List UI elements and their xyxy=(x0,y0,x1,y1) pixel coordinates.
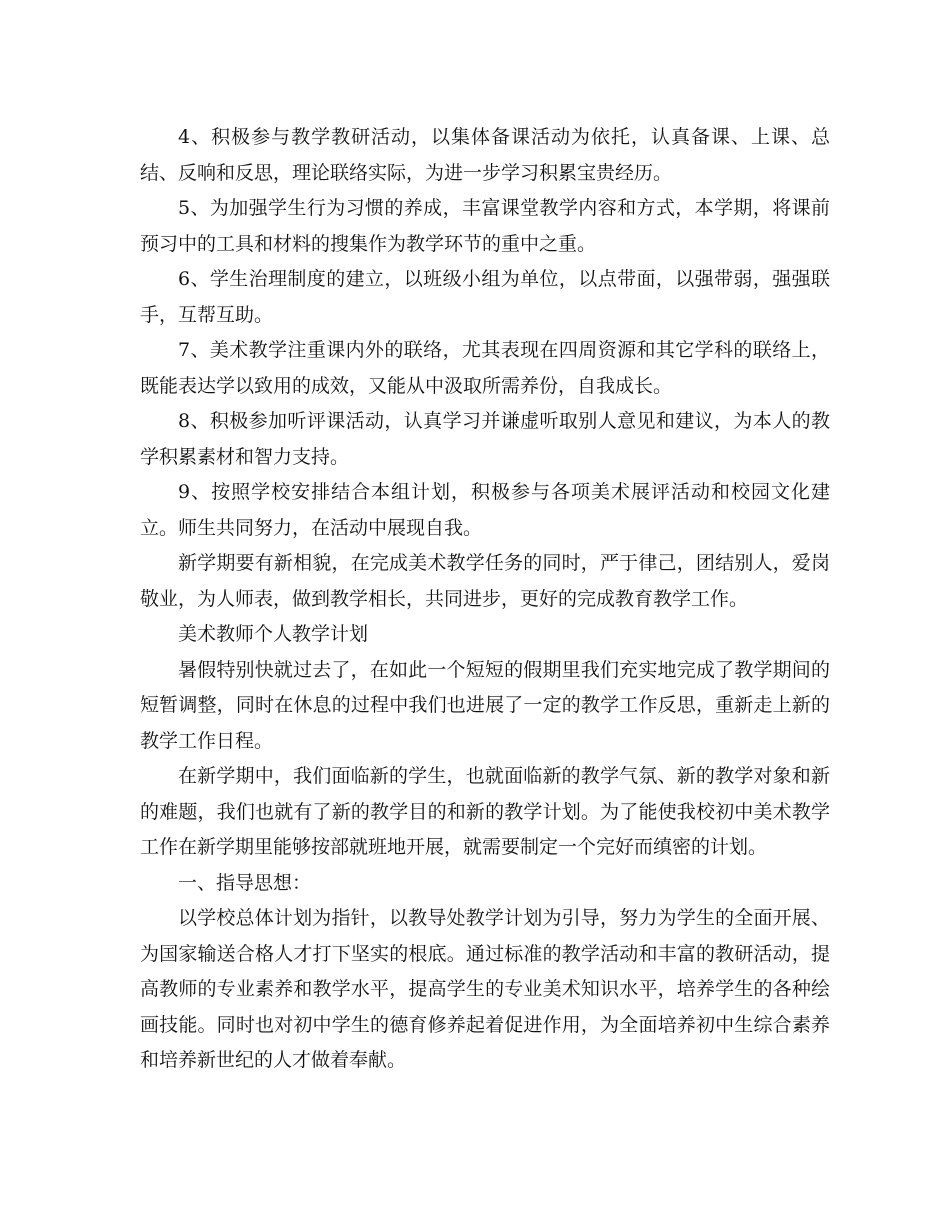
paragraph-item-4: 4、积极参与教学教研活动，以集体备课活动为依托，认真备课、上课、总结、反响和反思，理论联络实际，为进一步学习积累宝贵经历。 xyxy=(140,126,830,184)
paragraph-conclusion: 新学期要有新相貌，在完成美术教学任务的同时，严于律己，团结别人，爱岗敬业，为人师表，做到教学相长，共同进步，更好的完成教育教学工作。 xyxy=(140,552,830,610)
paragraph-new-term: 在新学期中，我们面临新的学生，也就面临新的教学气氛、新的教学对象和新的难题，我们也就有了新的教学目的和新的教学计划。为了能使我校初中美术教学工作在新学期里能够按部就班地开展，就需要制定一个完好而缜密的计划。 xyxy=(140,765,830,858)
paragraph-item-6: 6、学生治理制度的建立，以班级小组为单位，以点带面，以强带弱，强强联手，互帮互助。 xyxy=(140,268,830,326)
paragraph-item-5: 5、为加强学生行为习惯的养成，丰富课堂教学内容和方式，本学期，将课前预习中的工具和材料的搜集作为教学环节的重中之重。 xyxy=(140,197,830,255)
paragraph-item-9: 9、按照学校安排结合本组计划，积极参与各项美术展评活动和校园文化建立。师生共同努力，在活动中展现自我。 xyxy=(140,481,830,539)
section-heading-guiding-thought: 一、指导思想： xyxy=(178,871,312,894)
section-title: 美术教师个人教学计划 xyxy=(178,623,369,645)
paragraph-guiding-thought: 以学校总体计划为指针，以教导处教学计划为引导，努力为学生的全面开展、为国家输送合格人才打下坚实的根底。通过标准的教学活动和丰富的教研活动，提高教师的专业素养和教学水平，提高学生的专业美术知识水平，培养学生的各种绘画技能。同时也对初中学生的德育修养起着促进作用，为全面培养初中生综合素养和培养新世纪的人才做着奉献。 xyxy=(140,907,830,1071)
paragraph-item-8: 8、积极参加听评课活动，认真学习并谦虚听取别人意见和建议，为本人的教学积累素材和智力支持。 xyxy=(140,410,830,468)
paragraph-item-7: 7、美术教学注重课内外的联络，尤其表现在四周资源和其它学科的联络上，既能表达学以致用的成效，又能从中汲取所需养份，自我成长。 xyxy=(140,339,830,397)
paragraph-intro: 暑假特别快就过去了，在如此一个短短的假期里我们充实地完成了教学期间的短暂调整，同时在休息的过程中我们也进展了一定的教学工作反思，重新走上新的教学工作日程。 xyxy=(140,658,830,752)
document-body xyxy=(140,120,830,1079)
